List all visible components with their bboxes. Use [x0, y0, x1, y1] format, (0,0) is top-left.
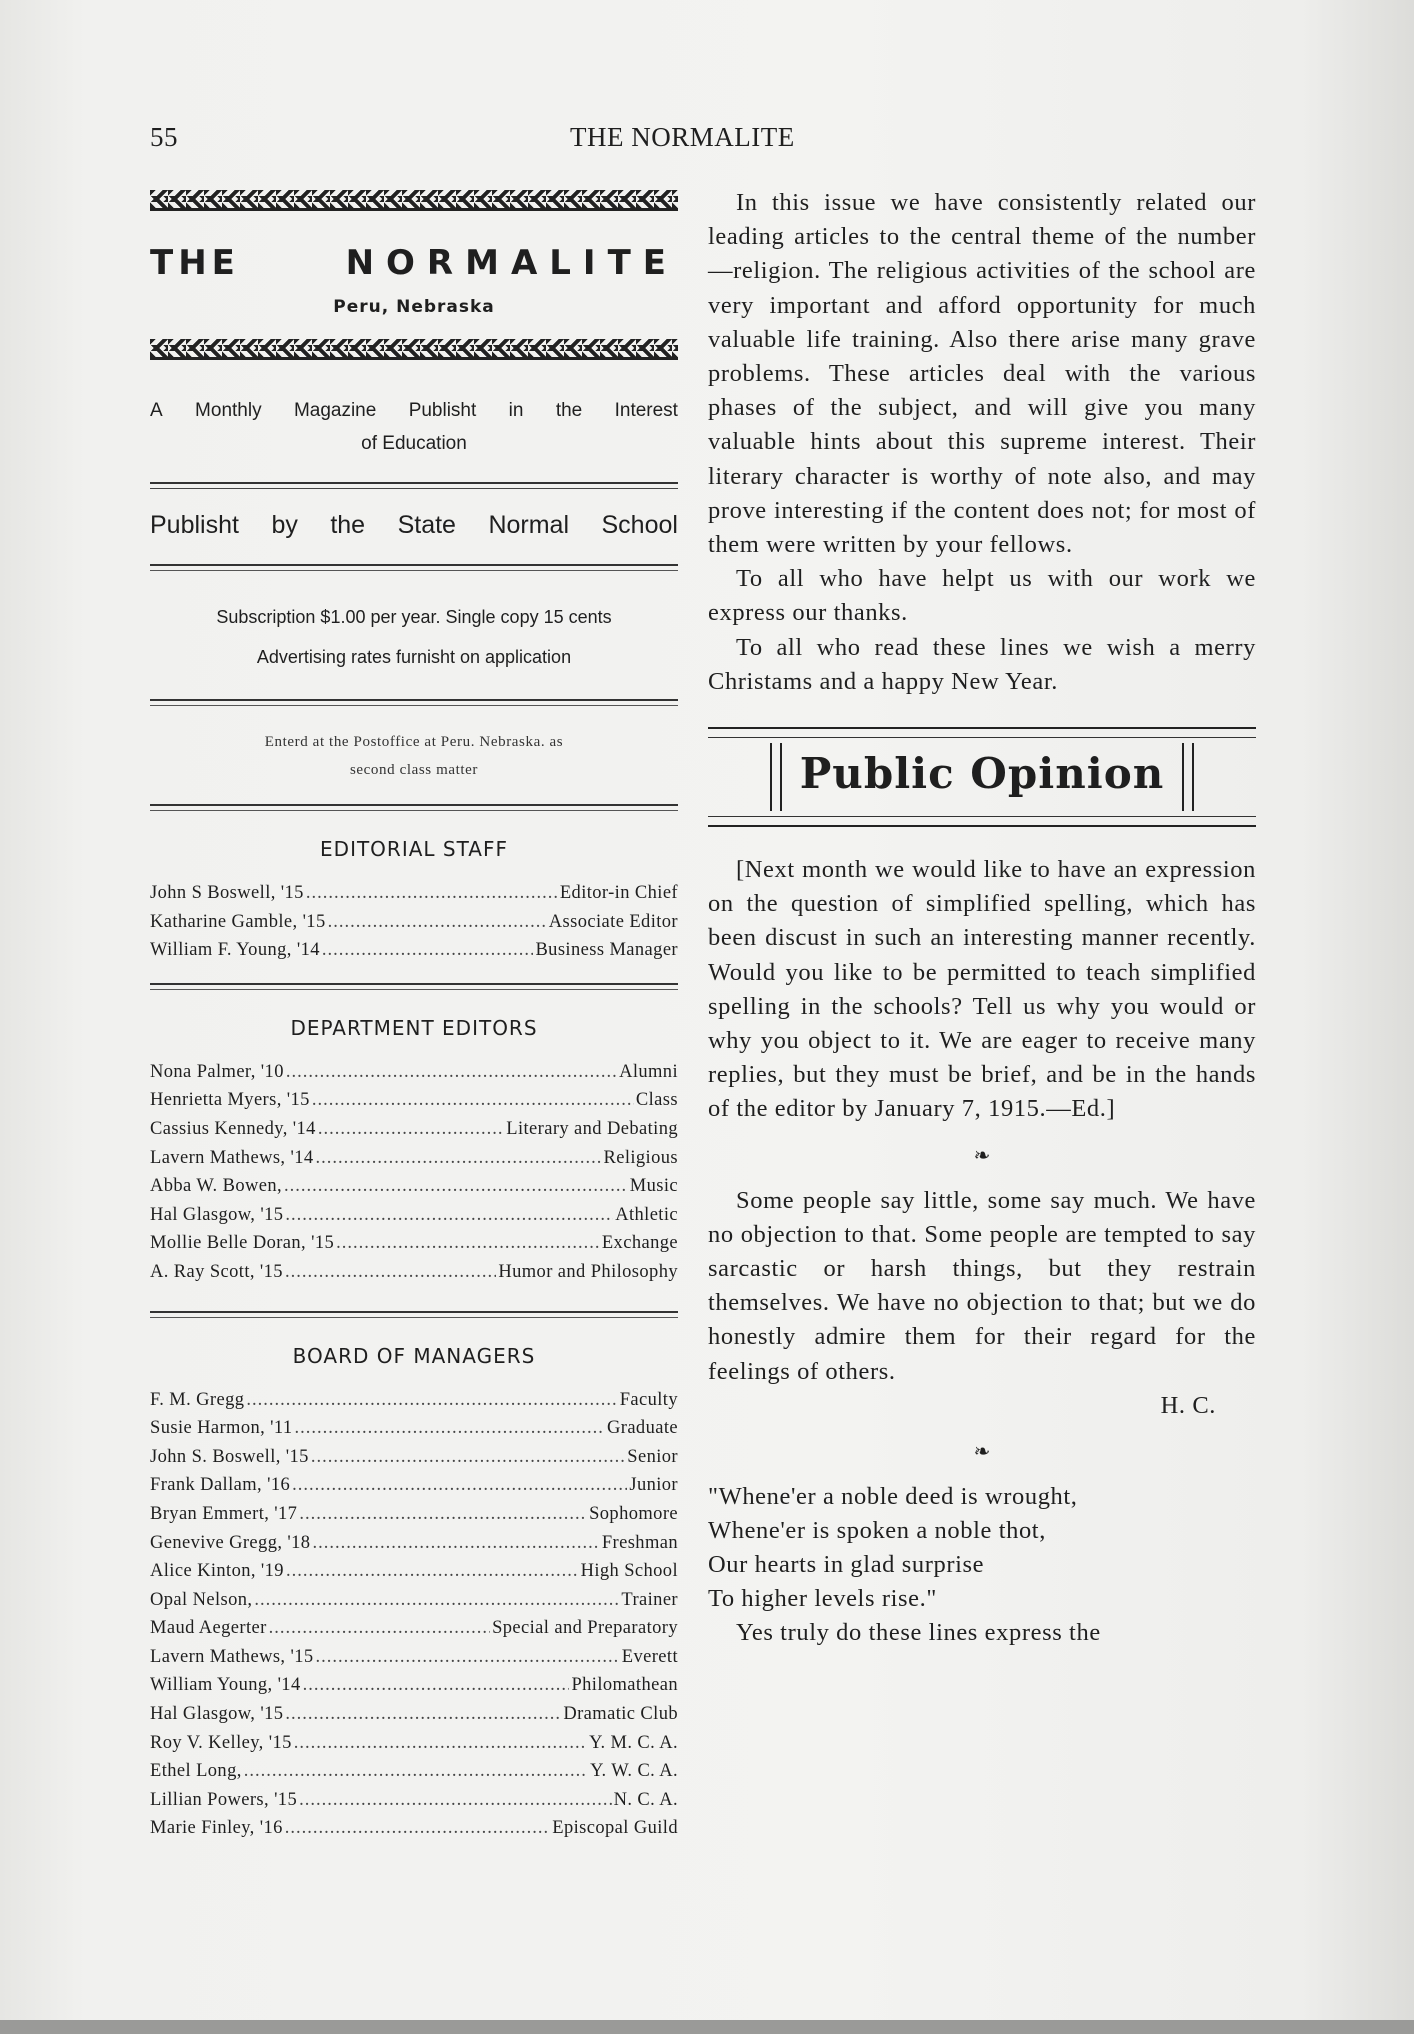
dot-leader [306, 879, 558, 908]
staff-row [150, 1443, 678, 1472]
dot-leader [299, 1500, 587, 1529]
dot-leader [322, 936, 534, 965]
staff-name: Henrietta Myers, '15 [150, 1090, 310, 1111]
staff-name: Nona Palmer, '10 [150, 1061, 284, 1082]
poem-line: Whene'er is spoken a noble thot, [708, 1517, 1046, 1545]
dot-leader [318, 1115, 504, 1144]
staff-row [150, 1700, 678, 1729]
double-divider [150, 699, 678, 706]
staff-row [150, 1258, 678, 1287]
divider [150, 488, 678, 489]
staff-row [150, 1814, 678, 1843]
department-editors-heading: DEPARTMENT EDITORS [290, 1015, 538, 1040]
staff-role: Trainer [621, 1589, 678, 1610]
staff-role: Alumni [619, 1061, 678, 1082]
poem-quote [708, 1480, 1256, 1616]
staff-name: Maud Aegerter [150, 1618, 267, 1639]
tagline-word: Interest [614, 400, 678, 421]
dot-leader [286, 1058, 617, 1087]
masthead-place: Peru, Nebraska [333, 297, 495, 317]
staff-name: Lillian Powers, '15 [150, 1789, 298, 1810]
staff-name: Abba W. Bowen, [150, 1176, 283, 1197]
editorial-paragraph-1: In this issue we have consistently related our leading articles to the central theme of the number—religion. The religious activities of the school are very important and afford opportunity for much valuable life training. Also there arise many grave problems. These articles deal with the various phases of the subject, and will give you many valuable hints about this supreme interest. Their literary character is worthy of note also, and may prove interesting if the content does not; for most of them were written by your fellows. [708, 189, 1256, 559]
staff-row [150, 1500, 678, 1529]
dot-leader [336, 1229, 600, 1258]
staff-role: Y. W. C. A. [590, 1761, 678, 1782]
dot-leader [292, 1471, 627, 1500]
editorial-staff-heading: EDITORIAL STAFF [320, 837, 508, 861]
staff-role: Dramatic Club [563, 1704, 678, 1725]
staff-role: Junior [629, 1475, 678, 1496]
public-opinion-intro [708, 853, 1256, 1127]
dot-leader [286, 1557, 579, 1586]
staff-row [150, 1786, 678, 1815]
zigzag-border-bottom [150, 339, 678, 360]
divider [150, 482, 678, 484]
staff-name: Alice Kinton, '19 [150, 1561, 284, 1582]
dot-leader [285, 1814, 551, 1843]
published-by-word: State [397, 511, 456, 539]
tagline-word: in [508, 400, 524, 421]
published-by-word: School [601, 511, 678, 539]
staff-name: Genevive Gregg, '18 [150, 1532, 311, 1553]
editorial-text [708, 186, 1256, 699]
postal-entry [150, 728, 678, 784]
poem-line: Our hearts in glad surprise [708, 1551, 985, 1579]
staff-role: Freshman [601, 1532, 678, 1553]
staff-row [150, 1172, 678, 1201]
staff-row [150, 1201, 678, 1230]
staff-role: Exchange [601, 1233, 678, 1254]
tagline [150, 394, 678, 460]
staff-name: Cassius Kennedy, '14 [150, 1118, 316, 1139]
staff-row [150, 936, 678, 965]
double-divider [150, 804, 678, 811]
dot-leader [303, 1671, 570, 1700]
staff-row [150, 1115, 678, 1144]
staff-role: Religious [603, 1147, 678, 1168]
staff-name: Hal Glasgow, '15 [150, 1204, 284, 1225]
staff-name: Ethel Long, [150, 1761, 242, 1782]
staff-role: Faculty [619, 1389, 678, 1410]
tagline-word: Publisht [408, 400, 477, 421]
staff-role: Associate Editor [548, 911, 678, 932]
published-by-word: Publisht [150, 511, 239, 539]
dot-leader [294, 1729, 587, 1758]
subscription-price: Subscription $1.00 per year. Single copy 15 cents [216, 607, 612, 627]
tagline-line2: of Education [361, 433, 467, 454]
staff-name: William Young, '14 [150, 1675, 301, 1696]
dot-leader [246, 1386, 617, 1415]
staff-name: A. Ray Scott, '15 [150, 1261, 283, 1282]
staff-name: Lavern Mathews, '14 [150, 1147, 314, 1168]
staff-row [150, 1557, 678, 1586]
postal-entry-line1: Enterd at the Postoffice at Peru. Nebraska. as [264, 734, 564, 750]
dot-leader [254, 1586, 619, 1615]
staff-name: Lavern Mathews, '15 [150, 1646, 314, 1667]
staff-name: Opal Nelson, [150, 1589, 253, 1610]
dot-leader [295, 1414, 605, 1443]
intro-paragraph: [Next month we would like to have an expression on the question of simplified spelling, which has been discust in such an interesting manner recently. Would you like to be permitted to teach simplified spelling in the schools? Tell us why you would or why you object to it. We are eager to receive many replies, but they must be brief, and be in the hands of the editor by January 7, 1915.—Ed.] [708, 856, 1256, 1123]
dot-leader [328, 908, 547, 937]
staff-name: Mollie Belle Doran, '15 [150, 1233, 335, 1254]
postal-entry-line2: second class matter [349, 762, 479, 778]
staff-name: Marie Finley, '16 [150, 1818, 283, 1839]
staff-role: Literary and Debating [506, 1118, 678, 1139]
staff-role: Class [635, 1090, 678, 1111]
board-of-managers-list [150, 1386, 678, 1844]
masthead-title [150, 243, 678, 283]
staff-role: Humor and Philosophy [498, 1261, 678, 1282]
staff-row [150, 1671, 678, 1700]
staff-name: Katharine Gamble, '15 [150, 911, 326, 932]
closing-line: Yes truly do these lines express the [736, 1619, 1101, 1647]
editorial-paragraph-2: To all who have helpt us with our work we express our thanks. [708, 565, 1256, 627]
staff-row [150, 1757, 678, 1786]
staff-name: John S Boswell, '15 [150, 883, 304, 903]
dot-leader [299, 1786, 612, 1815]
dot-leader [285, 1258, 496, 1287]
tagline-word: Magazine [293, 400, 377, 421]
public-opinion-banner [708, 727, 1256, 827]
dot-leader [285, 1700, 561, 1729]
dot-leader [284, 1172, 628, 1201]
staff-role: Sophomore [589, 1503, 678, 1524]
page-bottom-edge [0, 2020, 1414, 2034]
staff-name: Susie Harmon, '11 [150, 1418, 293, 1439]
zigzag-border-top [150, 190, 678, 211]
staff-row [150, 1414, 678, 1443]
staff-row [150, 1586, 678, 1615]
fleuron-ornament: ❧ [973, 1441, 991, 1464]
staff-role: Special and Preparatory [492, 1618, 678, 1639]
dot-leader [312, 1529, 599, 1558]
fleuron-ornament: ❧ [973, 1144, 991, 1167]
dot-leader [269, 1614, 490, 1643]
board-of-managers-heading: BOARD OF MANAGERS [292, 1343, 536, 1368]
editorial-paragraph-3: To all who read these lines we wish a merry Christams and a happy New Year. [708, 633, 1256, 695]
double-divider [150, 983, 678, 990]
dot-leader [311, 1443, 625, 1472]
staff-row [150, 1529, 678, 1558]
editorial-column [708, 186, 1256, 1650]
staff-name: Bryan Emmert, '17 [150, 1503, 298, 1524]
letter-paragraph: Some people say little, some say much. We have no objection to that. Some people are tempted to say sarcastic or harsh things, but they restrain themselves. We have no objection to that; but we do honestly admire them for their regard for the feelings of others. [708, 1186, 1256, 1385]
advertising-rates: Advertising rates furnisht on application [256, 647, 572, 667]
poem-line: To higher levels rise." [708, 1585, 937, 1613]
tagline-word: Monthly [195, 400, 262, 421]
masthead-title-normalite: NORMALITE [345, 243, 678, 283]
dot-leader [312, 1086, 634, 1115]
letter-hc [708, 1184, 1256, 1423]
staff-name: William F. Young, '14 [150, 940, 320, 961]
staff-role: Philomathean [571, 1675, 678, 1696]
double-divider [150, 1311, 678, 1318]
staff-role: Business Manager [535, 940, 678, 961]
masthead-column [150, 190, 678, 1843]
staff-row [150, 1086, 678, 1115]
tagline-word: A [150, 400, 163, 421]
published-by-word: the [330, 511, 366, 539]
editorial-staff-list [150, 879, 678, 965]
double-divider [150, 564, 678, 571]
staff-name: Hal Glasgow, '15 [150, 1704, 284, 1725]
staff-row [150, 879, 678, 908]
subscription-info [150, 597, 678, 677]
staff-name: John S. Boswell, '15 [150, 1446, 309, 1467]
dot-leader [316, 1144, 602, 1173]
running-title: THE NORMALITE [570, 122, 795, 152]
tagline-word: the [555, 400, 583, 421]
dot-leader [244, 1757, 588, 1786]
public-opinion-title: Public Opinion [799, 749, 1165, 799]
tagline-line1 [150, 394, 678, 427]
staff-role: High School [580, 1561, 678, 1582]
staff-role: Music [629, 1176, 678, 1197]
staff-name: F. M. Gregg [150, 1389, 245, 1410]
published-by [150, 511, 678, 540]
dot-leader [316, 1643, 620, 1672]
published-by-word: by [271, 511, 298, 539]
staff-row [150, 1386, 678, 1415]
dot-leader [285, 1201, 613, 1230]
page-number: 55 [150, 122, 178, 152]
staff-name: Frank Dallam, '16 [150, 1475, 291, 1496]
staff-role: Y. M. C. A. [589, 1732, 678, 1753]
staff-role: Editor-in Chief [559, 883, 678, 903]
staff-row [150, 1144, 678, 1173]
letter-signature: H. C. [1160, 1391, 1216, 1419]
staff-role: Graduate [607, 1418, 678, 1439]
staff-row [150, 1643, 678, 1672]
published-by-word: Normal [488, 511, 570, 539]
staff-row [150, 1471, 678, 1500]
staff-name: Roy V. Kelley, '15 [150, 1732, 292, 1753]
staff-row [150, 908, 678, 937]
department-editors-list [150, 1058, 678, 1287]
staff-role: N. C. A. [613, 1789, 678, 1810]
staff-row [150, 1229, 678, 1258]
staff-row [150, 1614, 678, 1643]
staff-role: Senior [627, 1446, 678, 1467]
closing-text [708, 1616, 1256, 1650]
staff-role: Athletic [615, 1204, 678, 1225]
staff-role: Everett [621, 1646, 678, 1667]
masthead-title-the: THE [150, 243, 240, 283]
staff-role: Episcopal Guild [552, 1818, 678, 1839]
poem-line: "Whene'er a noble deed is wrought, [708, 1483, 1078, 1511]
staff-row [150, 1729, 678, 1758]
staff-row [150, 1058, 678, 1087]
